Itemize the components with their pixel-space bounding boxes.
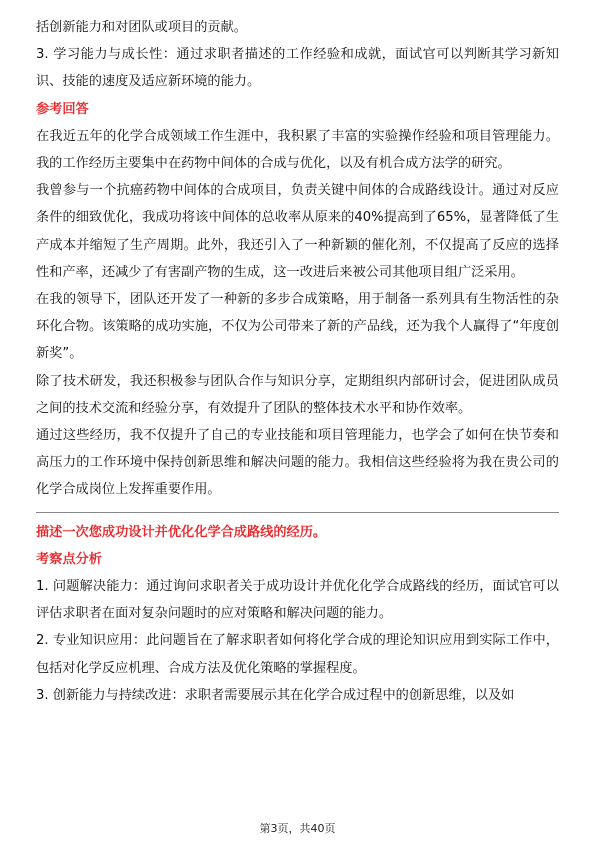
page-number: 第3页，共40页 [259,822,336,835]
analysis-item-3-partial: 3. 创新能力与持续改进：求职者需要展示其在化学合成过程中的创新思维，以及如 [36,687,515,703]
analysis-item-1: 1. 问题解决能力：通过询问求职者关于成功设计并优化化学合成路线的经历，面试官可以评估求职者在面对复杂问题时的应对策略和解决问题的能力。 [36,579,559,622]
answer-paragraph: 通过这些经历，我不仅提升了自己的专业技能和项目管理能力，也学会了如何在快节奏和高压力的工作环境中保持创新思维和解决问题的能力。我相信这些经验将为我在贵公司的化学合成岗位上发挥重要作用。 [36,428,559,498]
section-divider [36,512,559,513]
answer-paragraph: 在我近五年的化学合成领域工作生涯中，我积累了丰富的实验操作经验和项目管理能力。我的工作经历主要集中在药物中间体的合成与优化，以及有机合成方法学的研究。 [36,128,559,172]
question-title: 描述一次您成功设计并优化化学合成路线的经历。 [36,524,327,540]
analysis-item-2: 2. 专业知识应用：此问题旨在了解求职者如何将化学合成的理论知识应用到实际工作中，包括对化学反应机理、合成方法及优化策略的掌握程度。 [36,633,559,676]
answer-paragraph: 我曾参与一个抗癌药物中间体的合成项目，负责关键中间体的合成路线设计。通过对反应条件的细致优化，我成功将该中间体的总收率从原来的40%提高到了65%，显著降低了生产成本并缩短了生产周期。此外，我还引入了一种新颖的催化剂，不仅提高了反应的选择性和产率，还减少了有害副产物的生成，这一改进后来被公司其他项目组广泛采用。 [36,183,559,280]
answer-paragraph: 在我的领导下，团队还开发了一种新的多步合成策略，用于制备一系列具有生物活性的杂环化合物。该策略的成功实施，不仅为公司带来了新的产品线，还为我个人赢得了“年度创新奖”。 [36,292,559,362]
document-page [36,14,559,709]
continuation-text: 括创新能力和对团队或项目的贡献。 [36,20,247,35]
analysis-item-3: 3. 学习能力与成长性：通过求职者描述的工作经验和成就，面试官可以判断其学习新知识、技能的速度及适应新环境的能力。 [36,47,559,90]
answer-paragraph: 除了技术研发，我还积极参与团队合作与知识分享，定期组织内部研讨会，促进团队成员之间的技术交流和经验分享，有效提升了团队的整体技术水平和协作效率。 [36,373,559,416]
analysis-heading: 考察点分析 [36,551,102,567]
reference-answer-heading: 参考回答 [36,101,89,117]
